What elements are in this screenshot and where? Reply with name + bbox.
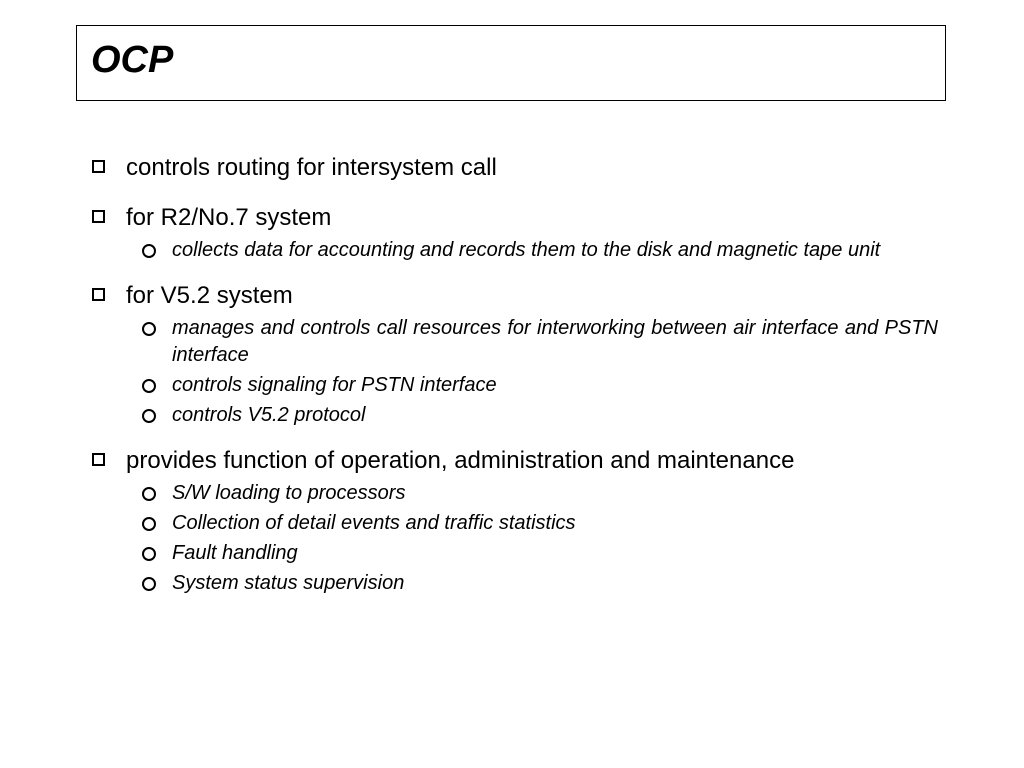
sub-bullet-item: [90, 570, 940, 597]
sub-bullet-item: [90, 480, 940, 507]
square-bullet-icon: [92, 453, 105, 466]
sub-bullet-text: System status supervision: [172, 572, 405, 594]
sub-bullet-item: [90, 402, 940, 429]
bullet-text: for V5.2 system: [126, 282, 293, 309]
circle-bullet-icon: [142, 517, 156, 531]
title-box: [76, 25, 946, 101]
bullet-item-routing: [90, 150, 940, 186]
circle-bullet-icon: [142, 322, 156, 336]
sublist-r2-no7: [90, 237, 940, 264]
square-bullet-icon: [92, 210, 105, 223]
bullet-item-v52: [90, 278, 940, 314]
circle-bullet-icon: [142, 547, 156, 561]
sub-bullet-item: [90, 237, 940, 264]
sub-bullet-item: [90, 540, 940, 567]
bullet-text: provides function of operation, administration and maintenance: [126, 447, 795, 474]
slide-content: [90, 150, 940, 597]
slide-title: OCP: [91, 39, 174, 81]
sub-bullet-item: [90, 315, 940, 369]
circle-bullet-icon: [142, 409, 156, 423]
bullet-text: controls routing for intersystem call: [126, 154, 497, 181]
circle-bullet-icon: [142, 379, 156, 393]
sub-bullet-text: manages and controls call resources for interworking between air interface and PSTN interface: [172, 317, 938, 366]
sub-bullet-text: controls V5.2 protocol: [172, 404, 366, 426]
circle-bullet-icon: [142, 577, 156, 591]
sub-bullet-text: S/W loading to processors: [172, 482, 406, 504]
sublist-v52: [90, 315, 940, 429]
sub-bullet-text: controls signaling for PSTN interface: [172, 374, 497, 396]
sublist-oam: [90, 480, 940, 597]
sub-bullet-text: collects data for accounting and records them to the disk and magnetic tape unit: [172, 239, 881, 261]
sub-bullet-text: Collection of detail events and traffic statistics: [172, 512, 576, 534]
bullet-item-oam: [90, 443, 940, 479]
bullet-item-r2-no7: [90, 200, 940, 236]
sub-bullet-text: Fault handling: [172, 542, 298, 564]
circle-bullet-icon: [142, 244, 156, 258]
sub-bullet-item: [90, 510, 940, 537]
square-bullet-icon: [92, 160, 105, 173]
square-bullet-icon: [92, 288, 105, 301]
sub-bullet-item: [90, 372, 940, 399]
bullet-text: for R2/No.7 system: [126, 204, 332, 231]
circle-bullet-icon: [142, 487, 156, 501]
